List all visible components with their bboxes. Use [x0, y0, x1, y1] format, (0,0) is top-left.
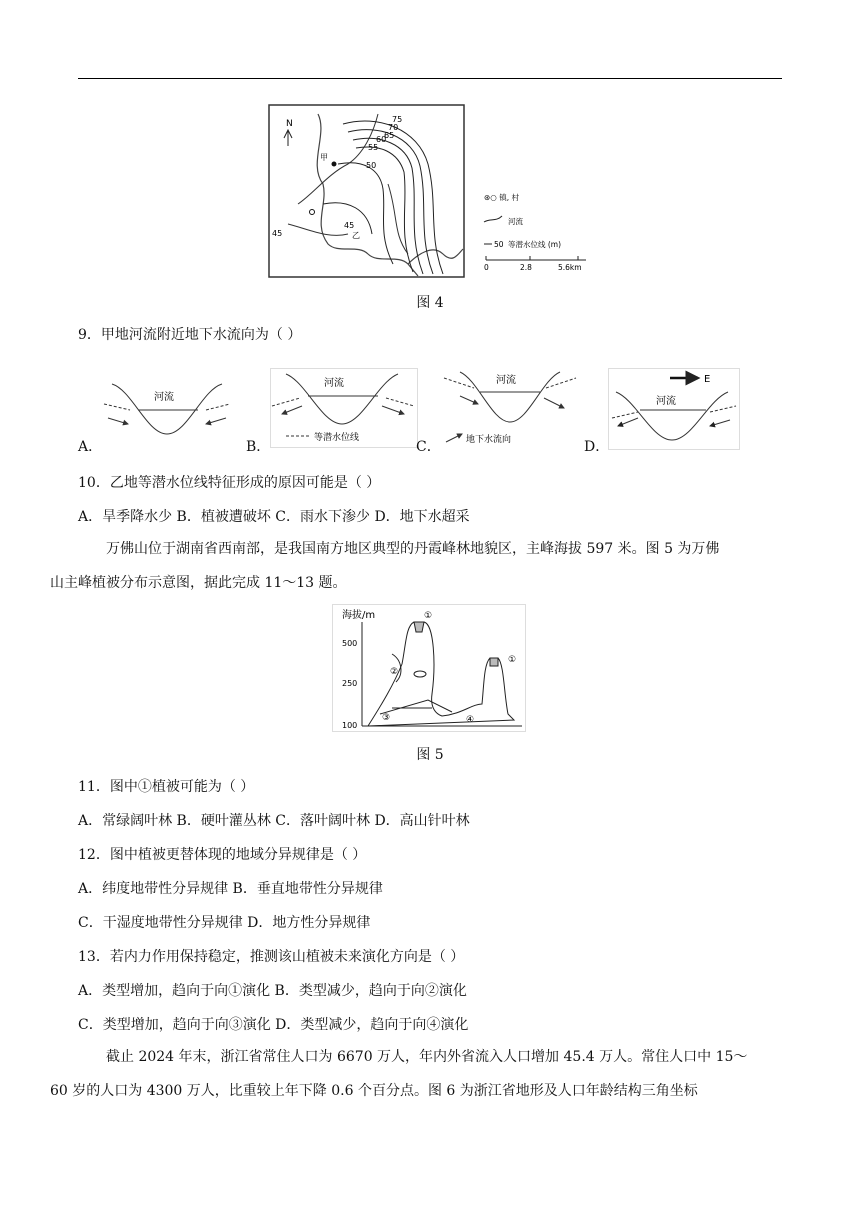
- contour-label: 50: [366, 161, 377, 170]
- q9-option-a-diagram: [102, 376, 232, 446]
- contour-label: 45: [272, 229, 283, 238]
- q9-stem: 9．甲地河流附近地下水流向为（ ）: [78, 327, 302, 343]
- q13-stem: 13．若内力作用保持稳定，推测该山植被未来演化方向是（ ）: [78, 949, 465, 965]
- intro-line-2: 山主峰植被分布示意图，据此完成 11～13 题。: [50, 575, 347, 591]
- q9-option-b-diagram: [270, 368, 418, 448]
- town-jia-icon: [332, 162, 337, 167]
- q9-option-c-diagram: [440, 368, 580, 448]
- marker-2: ②: [390, 667, 399, 677]
- y-axis-label: 海拔/m: [342, 610, 376, 621]
- q13-options-2: C．类型增加，趋向于向③演化 D．类型减少，趋向于向④演化: [78, 1017, 469, 1033]
- q10-options: A．旱季降水少 B．植被遭破坏 C．雨水下渗少 D．地下水超采: [78, 509, 470, 525]
- contour-label: 65: [384, 131, 395, 140]
- intro-zhejiang: [50, 1040, 784, 1108]
- river-label: 河流: [324, 378, 344, 389]
- intro3-line-2: 60 岁的人口为 4300 万人，比重较上年下降 0.6 个百分点。图 6 为浙江省地形及人口年龄结构三角坐标: [50, 1083, 698, 1099]
- q13-options-1: A．类型增加，趋向于向①演化 B．类型减少，趋向于向②演化: [78, 983, 467, 999]
- legend-contour-value: 50: [494, 240, 504, 249]
- figure-5-diagram: [332, 604, 526, 732]
- river-label: 河流: [154, 392, 174, 403]
- contour-label: 70: [388, 123, 399, 132]
- river-label: 河流: [496, 375, 516, 386]
- scale-0: 0: [484, 263, 489, 272]
- scale-mid: 2.8: [520, 263, 532, 272]
- contour-label: 60: [376, 135, 387, 144]
- flow-legend: 地下水流向: [466, 435, 512, 445]
- q9-option-b-letter: B．: [246, 439, 271, 455]
- contour-label: 45: [344, 221, 355, 230]
- q11-options: A．常绿阔叶林 B．硬叶灌丛林 C．落叶阔叶林 D．高山针叶林: [78, 813, 470, 829]
- legend-town: ⊛○ 镇, 村: [484, 193, 519, 202]
- q11-stem: 11．图中①植被可能为（ ）: [78, 779, 255, 795]
- figure-5-caption: 图 5: [416, 747, 444, 763]
- legend-river: 河流: [508, 217, 523, 226]
- village-icon: [310, 210, 315, 215]
- y-tick: 100: [342, 721, 358, 730]
- place-jia: 甲: [320, 153, 328, 162]
- header-rule: [78, 78, 782, 79]
- river-label: 河流: [656, 396, 676, 407]
- y-tick: 250: [342, 679, 358, 688]
- legend-contour: 等潜水位线 (m): [508, 240, 562, 249]
- intro3-line-1: 截止 2024 年末，浙江省常住人口为 6670 万人，年内外省流入人口增加 45.4 万人。常住人口中 15～: [106, 1049, 748, 1065]
- q12-stem: 12．图中植被更替体现的地域分异规律是（ ）: [78, 847, 367, 863]
- q9-option-c-letter: C．: [416, 439, 441, 455]
- marker-1-top: ①: [424, 611, 433, 621]
- figure-4-map: [268, 104, 590, 282]
- marker-4: ④: [466, 715, 475, 725]
- q9-option-d-letter: D．: [584, 439, 610, 455]
- marker-1-right: ①: [508, 655, 517, 665]
- intro-wanfoshan: [50, 532, 784, 600]
- east-label: E: [704, 374, 711, 385]
- contour-legend: 等潜水位线: [314, 433, 360, 443]
- contour-label: 75: [392, 115, 403, 124]
- q9-option-d-diagram: [608, 368, 740, 450]
- y-tick: 500: [342, 639, 358, 648]
- place-yi: 乙: [352, 231, 360, 240]
- q12-options-1: A．纬度地带性分异规律 B．垂直地带性分异规律: [78, 881, 383, 897]
- north-label: N: [286, 119, 293, 129]
- q9-option-a-letter: A．: [78, 439, 103, 455]
- contour-label: 55: [368, 143, 379, 152]
- intro-line-1: 万佛山位于湖南省西南部，是我国南方地区典型的丹霞峰林地貌区，主峰海拔 597 米。图 5 为万佛: [106, 541, 720, 557]
- q12-options-2: C．干湿度地带性分异规律 D．地方性分异规律: [78, 915, 371, 931]
- marker-3: ③: [382, 713, 391, 723]
- q10-stem: 10．乙地等潜水位线特征形成的原因可能是（ ）: [78, 475, 381, 491]
- scale-end: 5.6km: [558, 263, 582, 272]
- figure-4-caption: 图 4: [416, 295, 444, 311]
